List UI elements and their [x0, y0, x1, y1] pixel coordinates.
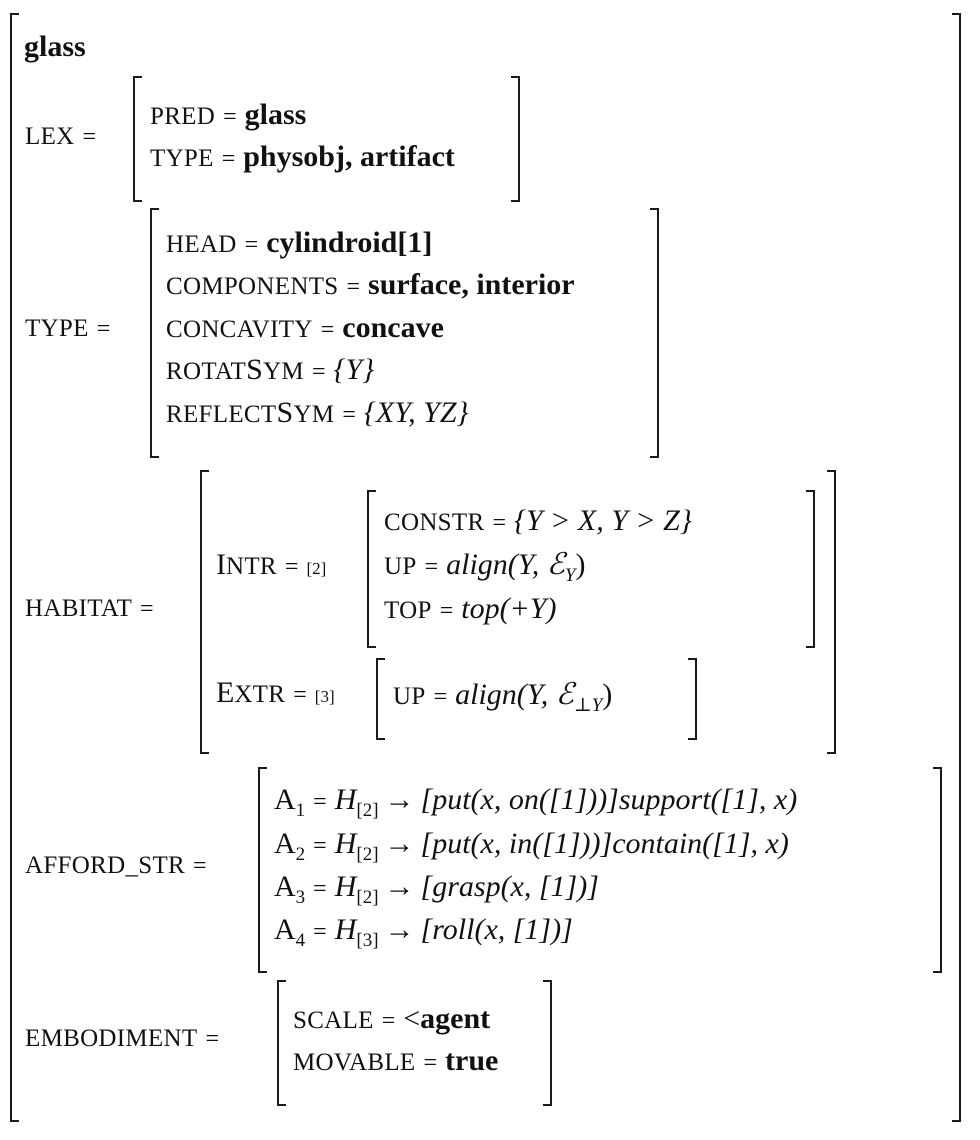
embodiment-scale-row: SCALE = <agent [293, 1002, 491, 1035]
afford-row-3: A3 = H[2] → [grasp(x, [1])] [274, 870, 599, 908]
afford-bracket-right [933, 767, 942, 973]
intr-constr-row: CONSTR = {Y > X, Y > Z} [384, 504, 692, 537]
intr-up-row: UP = align(Y, ℰY) [384, 548, 586, 586]
afford-row-4: A4 = H[3] → [roll(x, [1])] [274, 913, 573, 951]
afford-row-1: A1 = H[2] → [put(x, on([1]))]support([1], x) [274, 783, 798, 821]
extr-bracket-right [688, 658, 697, 740]
type-reflectsym-row: REFLECTSYM = {XY, YZ} [166, 396, 469, 429]
lex-type-value: physobj, artifact [243, 140, 455, 173]
embodiment-bracket-right [543, 980, 552, 1106]
lex-label: LEX [25, 123, 75, 150]
intr-top-row: TOP = top(+Y) [384, 592, 557, 625]
afford-row-2: A2 = H[2] → [put(x, in([1]))]contain([1], x) [274, 827, 789, 865]
type-components-row: COMPONENTS = surface, interior [166, 268, 575, 301]
lex-bracket-right [511, 76, 520, 202]
intr-bracket-left [367, 490, 376, 648]
coindex-tag-2: [2] [306, 559, 327, 578]
afford-label-row: AFFORD_STR = [25, 852, 207, 879]
type-head-row: HEAD = cylindroid[1] [166, 226, 433, 259]
lex-type-row: TYPE = physobj, artifact [150, 140, 455, 173]
lex-pred-value: glass [244, 98, 307, 131]
coindex-tag-3: [3] [314, 687, 335, 706]
type-concavity-row: CONCAVITY = concave [166, 311, 444, 344]
intr-bracket-right [806, 490, 815, 648]
embodiment-movable-row: MOVABLE = true [293, 1044, 499, 1077]
extr-up-row: UP = align(Y, ℰ⊥Y) [393, 678, 613, 716]
outer-bracket-right [952, 13, 961, 1122]
avm-head: glass [24, 30, 86, 63]
lex-label-row: LEX = [25, 123, 97, 150]
type-rotatsym-row: ROTATSYM = {Y} [166, 353, 375, 386]
type-label-row: TYPE = [25, 315, 111, 342]
afford-bracket-left [258, 767, 267, 973]
extr-bracket-left [376, 658, 385, 740]
embodiment-label-row: EMBODIMENT = [25, 1025, 220, 1052]
habitat-extr-label: EXTR = [3] [216, 676, 335, 709]
type-bracket-left [150, 208, 159, 458]
type-bracket-right [650, 208, 659, 458]
habitat-bracket-left [200, 470, 209, 754]
habitat-intr-label: INTR = [2] [216, 548, 327, 581]
outer-bracket-left [10, 13, 19, 1122]
habitat-label-row: HABITAT = [25, 595, 154, 622]
embodiment-bracket-left [277, 980, 286, 1106]
lex-pred-row: PRED = glass [150, 98, 307, 131]
habitat-bracket-right [827, 470, 836, 754]
lex-bracket-left [133, 76, 142, 202]
